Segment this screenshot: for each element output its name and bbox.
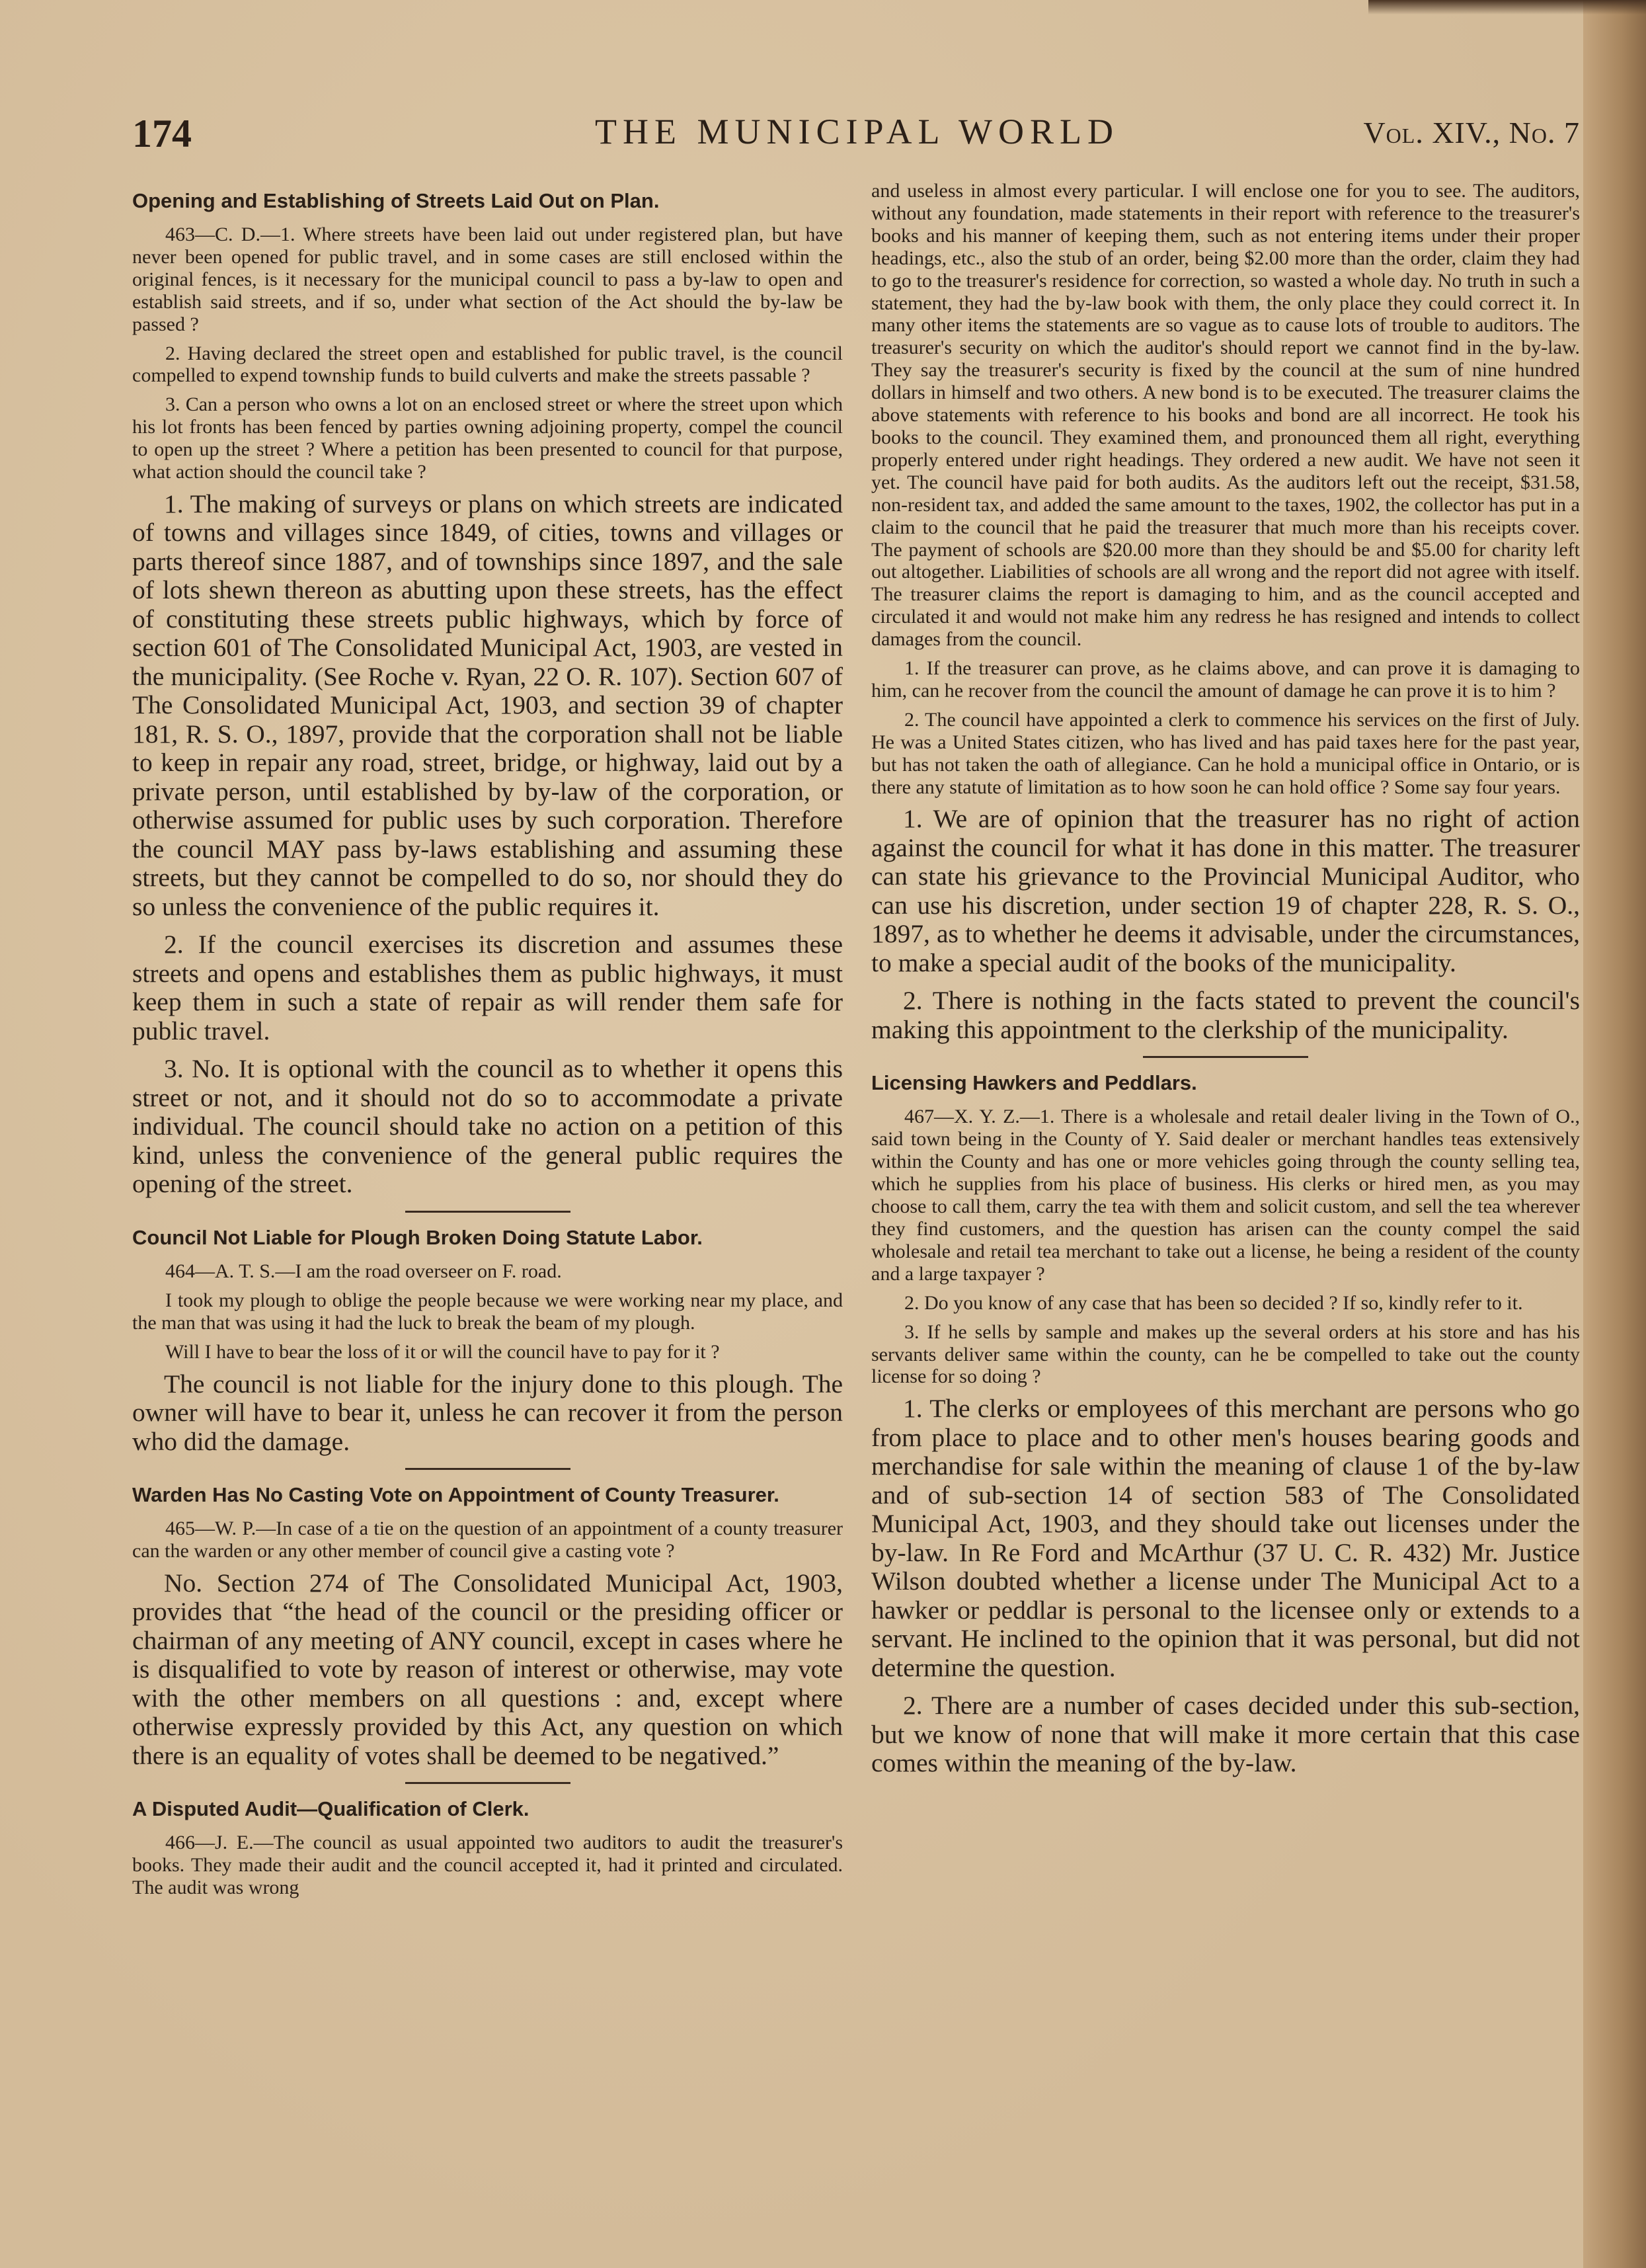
question-464-1: 464—A. T. S.—I am the road overseer on F. road. xyxy=(165,1260,562,1282)
section-heading-audit: A Disputed Audit—Qualification of Clerk. xyxy=(132,1797,529,1821)
question-466-continued: and useless in almost every particular. I will enclose one for you to see. The auditors, without any foundation, made statements in their report with reference to the treasurer's books and his manner of keeping them, such as not entering items under their proper headings, etc., also the stub of an order, being $2.00 more than the order, claim they had to go to the treasurer's residence for correction, so wasted a whole day. No truth in such a statement, they had the by-law book with them, the only place they could correct it. In many other items the statements are so vague as to cause lots of trouble to auditors. The treasurer's security on which the auditor's should report we cannot find in the by-law. They say the treasurer's security is fixed by the council at the sum of nine hundred dollars in himself and two others. A new bond is to be executed. The treasurer claims the above statements with reference to his books and bond are all incorrect. He took his books to the council. They examined them, and pronounced them all right, everything properly entered under right headings. They ordered a new audit. We have not seen it yet. The council have paid for both audits. As the auditors left out the receipt, $31.58, non-resident tax, and added the same amount to the taxes, 1902, the collector has put in a claim to the council that he paid the treasurer that much more than his receipts cover. The payment of schools are $20.00 more than they should be and $5.00 for charity left out altogether. Liabilities of schools are all wrong and the report did not agree with itself. The treasurer claims the report is damaging to him, and as the council accepted and circulated it and would not make him any redress he has resigned and intends to collect damages from the council. xyxy=(871,180,1580,651)
answer-463-1: 1. The making of surveys or plans on which streets are indicated of towns and villages since 1849, of cities, towns and villages or parts thereof since 1887, and of townships since 1897, and the sale of lots shewn thereon as abutting upon these streets, has the effect of constituting these streets public highways, which by force of section 601 of The Consolidated Municipal Act, 1903, are vested in the municipality. (See Roche v. Ryan, 22 O. R. 107). Section 607 of The Consolidated Municipal Act, 1903, and section 39 of chapter 181, R. S. O., 1897, provide that the corporation shall not be liable to keep in repair any road, street, bridge, or highway, laid out by a private person, until established by by-law of the corporation, or otherwise assumed for public uses by such corporation. Therefore the council MAY pass by-laws establishing and assuming these streets, but they cannot be compelled to do so, nor should they do so unless the convenience of the public requires it. xyxy=(132,489,843,921)
question-466-start: 466—J. E.—The council as usual appointed two auditors to audit the treasurer's books. They made their audit and the council accepted it, had it printed and circulated. The audit was wrong xyxy=(132,1832,843,1899)
section-heading-warden: Warden Has No Casting Vote on Appointment of County Treasurer. xyxy=(132,1483,779,1507)
running-header xyxy=(132,111,1580,164)
section-divider xyxy=(405,1211,570,1213)
answer-463-3: 3. No. It is optional with the council as to whether it opens this street or not, and it should not do so to accommodate a private individual. The council should take no action on a petition of this kind, unless the convenience of the general public requires the opening of the street. xyxy=(132,1054,843,1199)
answer-465: No. Section 274 of The Consolidated Municipal Act, 1903, provides that “the head of the council or the presiding officer or chairman of any meeting of ANY council, except in cases where he is disqualified to vote by reason of interest or otherwise, may vote with the other members on all questions : and, except where otherwise expressly provided by this Act, any question on which there is an equality of votes shall be deemed to be negatived.” xyxy=(132,1568,843,1770)
page-top-shadow xyxy=(1368,0,1646,15)
question-466-1: 1. If the treasurer can prove, as he claims above, and can prove it is damaging to him, can he recover from the council the amount of damage he can prove it is to him ? xyxy=(871,657,1580,702)
section-divider xyxy=(405,1468,570,1470)
section-divider xyxy=(405,1782,570,1784)
journal-title: THE MUNICIPAL WORLD xyxy=(595,112,1120,151)
question-463-3: 3. Can a person who owns a lot on an enclosed street or where the street upon which his lot fronts has been fenced by parties owning adjoining property, compel the council to open up the street ? Where a petition has been presented to council for that purpose, what action should the council take ? xyxy=(132,393,843,483)
question-467-3: 3. If he sells by sample and makes up the several orders at his store and has his servants deliver same within the county, can he be compelled to take out the county license for so doing ? xyxy=(871,1320,1580,1388)
left-column xyxy=(132,180,843,1906)
section-heading-plough: Council Not Liable for Plough Broken Doing Statute Labor. xyxy=(132,1225,703,1249)
section-heading-streets: Opening and Establishing of Streets Laid Out on Plan. xyxy=(132,189,660,212)
answer-464: The council is not liable for the injury done to this plough. The owner will have to bear it, unless he can recover it from the person who did the damage. xyxy=(132,1369,843,1456)
answer-467-2: 2. There are a number of cases decided under this sub-section, but we know of none that will make it more certain that this case comes within the meaning of the by-law. xyxy=(871,1691,1580,1778)
page-number: 174 xyxy=(132,112,192,155)
answer-466-1: 1. We are of opinion that the treasurer has no right of action against the council for what it has done in this matter. The treasurer can state his grievance to the Provincial Municipal Auditor, who can use his discretion, under section 19 of chapter 228, R. S. O., 1897, as to whether he deems it advisable, under the circumstances, to make a special audit of the books of the municipality. xyxy=(871,804,1580,977)
question-464-3: Will I have to bear the loss of it or will the council have to pay for it ? xyxy=(165,1340,720,1363)
question-467-1: 467—X. Y. Z.—1. There is a wholesale and retail dealer living in the Town of O., said town being in the County of Y. Said dealer or merchant handles teas extensively within the County and has one or more vehicles going through the county selling tea, which he supplies from his place of business. His clerks or hired men, as you may choose to call them, carry the tea with them and solicit custom, and sell the tea wherever they find customers, and the question has arisen can the county compel the said wholesale and retail tea merchant to take out a license, he being a resident of the county and a large taxpayer ? xyxy=(871,1106,1580,1285)
section-heading-hawkers: Licensing Hawkers and Peddlars. xyxy=(871,1071,1197,1095)
answer-463-2: 2. If the council exercises its discretion and assumes these streets and opens and establishes them as public highways, it must keep them in such a state of repair as will render them safe for public travel. xyxy=(132,930,843,1045)
answer-466-2: 2. There is nothing in the facts stated to prevent the council's making this appointment to the clerkship of the municipality. xyxy=(871,986,1580,1044)
answer-467-1: 1. The clerks or employees of this merchant are persons who go from place to place and to other men's houses bearing goods and merchandise for sale within the meaning of clause 1 of the by-law and of sub-section 14 of section 583 of The Consolidated Municipal Act, 1903, and they should take out licenses under the by-law. In Re Ford and McArthur (37 U. C. R. 432) Mr. Justice Wilson doubted whether a license under The Municipal Act to a hawker or peddlar is personal to the licensee only or extends to a servant. He inclined to the opinion that it was personal, but did not determine the question. xyxy=(871,1394,1580,1682)
section-divider xyxy=(1143,1056,1308,1058)
right-column xyxy=(871,180,1580,1787)
volume-issue: Vol. XIV., No. 7 xyxy=(1363,116,1580,149)
question-463-1: 463—C. D.—1. Where streets have been laid out under registered plan, but have never been opened for public travel, and in some cases are still enclosed within the original fences, is it necessary for the municipal council to pass a by-law to open and establish said streets, and if so, under what section of the Act should the by-law be passed ? xyxy=(132,223,843,335)
question-466-2: 2. The council have appointed a clerk to commence his services on the first of July. He was a United States citizen, who has lived and has paid taxes here for the past year, but has not taken the oath of allegiance. Can he hold a municipal office in Ontario, or is there any statute of limitation as to how soon he can hold office ? Some say four years. xyxy=(871,708,1580,798)
question-467-2: 2. Do you know of any case that has been so decided ? If so, kindly refer to it. xyxy=(904,1291,1523,1314)
question-463-2: 2. Having declared the street open and established for public travel, is the council compelled to expend township funds to build culverts and make the streets passable ? xyxy=(132,342,843,387)
question-464-2: I took my plough to oblige the people because we were working near my place, and the man that was using it had the luck to break the beam of my plough. xyxy=(132,1289,843,1334)
question-465: 465—W. P.—In case of a tie on the question of an appointment of a county treasurer can the warden or any other member of council give a casting vote ? xyxy=(132,1518,843,1562)
book-spine-shadow xyxy=(1583,0,1646,2268)
